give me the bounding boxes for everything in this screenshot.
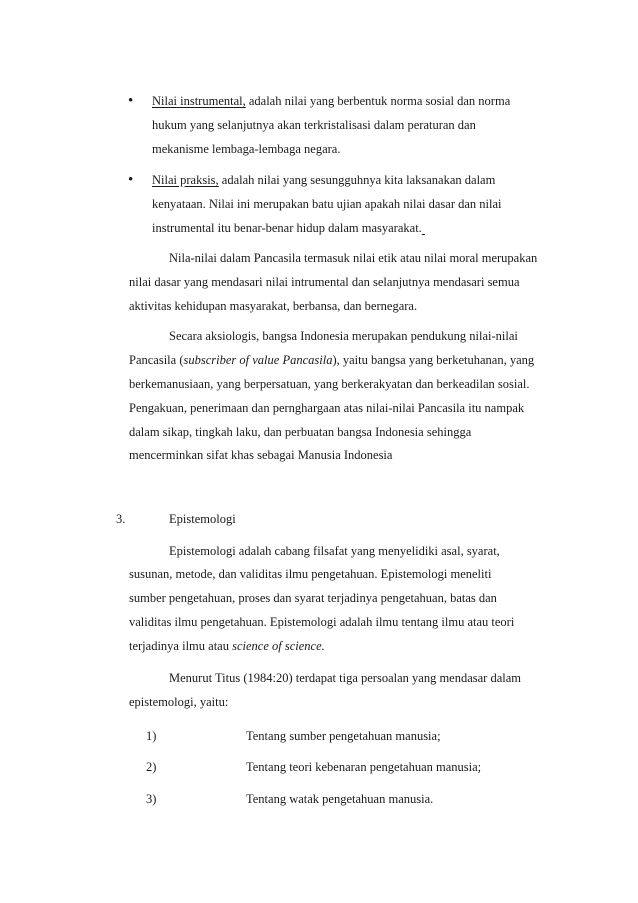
italic-term: subscriber of value Pancasila [183, 353, 333, 367]
bullet-1-line-3: mekanisme lembaga-lembaga negara. [152, 142, 341, 156]
bullet-icon: • [128, 172, 134, 188]
section-title: Epistemologi [169, 512, 236, 526]
bullet-2-term: Nilai praksis, [152, 173, 219, 187]
bullet-icon: • [128, 93, 134, 109]
para-2-line-1: Secara aksiologis, bangsa Indonesia merupakan pendukung nilai-nilai [169, 329, 518, 343]
bullet-1-line-1: Nilai instrumental, adalah nilai yang berbentuk norma sosial dan norma [152, 94, 511, 108]
list-item-number: 2) [146, 760, 157, 774]
para-3-line-5: terjadinya ilmu atau science of science. [129, 639, 325, 653]
bullet-1-term: Nilai instrumental, [152, 94, 246, 108]
para-3-line-1: Epistemologi adalah cabang filsafat yang menyelidiki asal, syarat, [169, 544, 500, 558]
para-1-line-3: aktivitas kehidupan masyarakat, berbansa, dan bernegara. [129, 299, 418, 313]
para-3-line-2: susunan, metode, dan validitas ilmu pengetahuan. Epistemologi meneliti [129, 567, 492, 581]
bullet-2-line-1: Nilai praksis, adalah nilai yang sesungguhnya kita laksanakan dalam [152, 173, 496, 187]
list-item-text: Tentang sumber pengetahuan manusia; [246, 729, 441, 743]
list-item-text: Tentang watak pengetahuan manusia. [246, 792, 434, 806]
para-4-line-2: epistemologi, yaitu: [129, 695, 229, 709]
bullet-2-line-3: instrumental itu benar-benar hidup dalam masyarakat. [152, 221, 422, 235]
para-2-line-2: Pancasila (subscriber of value Pancasila), yaitu bangsa yang berketuhanan, yang [129, 353, 535, 367]
para-3-line-3: sumber pengetahuan, proses dan syarat terjadinya pengetahuan, batas dan [129, 591, 497, 605]
para-1-line-1: Nila-nilai dalam Pancasila termasuk nilai etik atau nilai moral merupakan [169, 251, 538, 265]
para-4-line-1: Menurut Titus (1984:20) terdapat tiga persoalan yang mendasar dalam [169, 671, 522, 685]
bullet-2-line-2: kenyataan. Nilai ini merupakan batu ujian apakah nilai dasar dan nilai [152, 197, 502, 211]
italic-term: science of science. [232, 639, 325, 653]
para-2-line-4: Pengakuan, penerimaan dan pernghargaan atas nilai-nilai Pancasila itu nampak [129, 401, 525, 415]
para-3-line-4: validitas ilmu pengetahuan. Epistemologi adalah ilmu tentang ilmu atau teori [129, 615, 515, 629]
para-2-line-5: dalam sikap, tingkah laku, dan perbuatan bangsa Indonesia sehingga [129, 425, 472, 439]
section-number: 3. [116, 512, 126, 526]
para-2-line-6: mencerminkan sifat khas sebagai Manusia Indonesia [129, 448, 393, 462]
list-item-number: 1) [146, 729, 157, 743]
list-item-number: 3) [146, 792, 157, 806]
bullet-1-line-2: hukum yang selanjutnya akan terkristalisasi dalam peraturan dan [152, 118, 476, 132]
para-2-line-3: berkemanusiaan, yang berpersatuan, yang berkerakyatan dan berkeadilan sosial. [129, 377, 530, 391]
para-1-line-2: nilai dasar yang mendasari nilai intrumental dan selanjutnya mendasari semua [129, 275, 520, 289]
list-item-text: Tentang teori kebenaran pengetahuan manusia; [246, 760, 482, 774]
